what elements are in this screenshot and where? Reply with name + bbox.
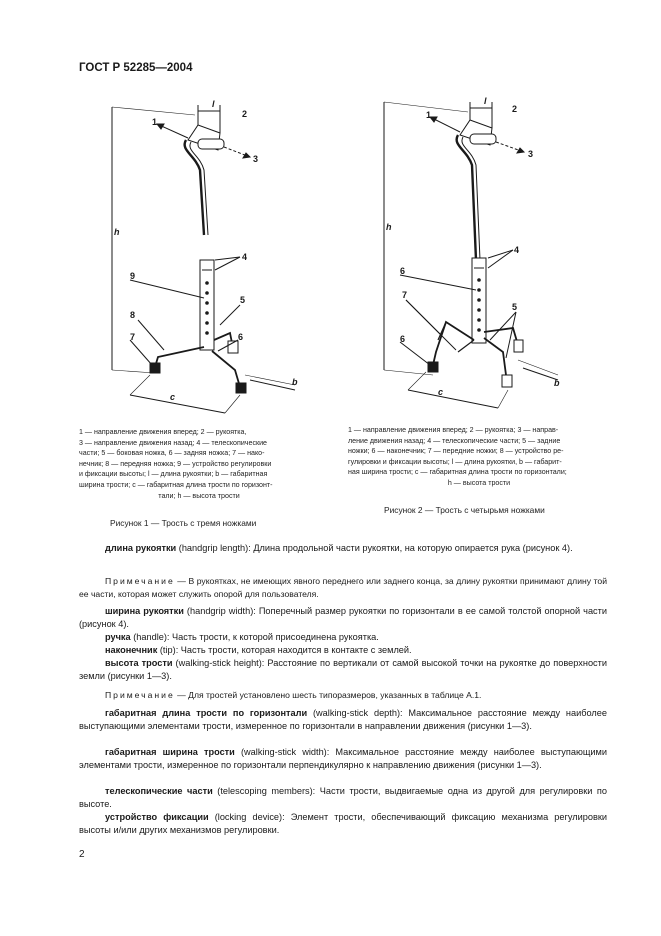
fig2-label-l: l (484, 96, 487, 106)
fig1-label-2: 2 (242, 109, 248, 119)
figure-2-caption: Рисунок 2 — Трость с четырьмя ножками (384, 505, 545, 515)
fig2-label-h: h (386, 222, 392, 232)
fig2-label-1: 1 (426, 110, 432, 120)
definition-stick-width: габаритная ширина трости (walking-stick width): Максимальное расстояние между наиболее выступающими элементами трости, измеренное по горизонтали перпендикулярно к направлению движения (рисунки 1—3). (79, 747, 607, 771)
fig2-label-6: 6 (400, 266, 406, 276)
figure-2-legend: 1 — направление движения вперед; 2 — рукоятка; 3 — направ- ление движения назад; 4 — телескопические части; 5 — задние ножки; 6 — наконечник; 7 — передние ножки; 8 — устройство ре- гулировки и фиксации высоты; l — длина рукоятки, b — габарит- ная ширина трости; c — габаритная длина трости по горизонтали; h — высота трости (348, 426, 567, 487)
document-header: ГОСТ Р 52285—2004 (79, 62, 193, 74)
definition-locking-device: устройство фиксации (locking device): Элемент трости, обеспечивающий фиксацию механизма регулировки высоты и/или других механизмов регулировки. (79, 812, 607, 836)
page-number: 2 (79, 849, 85, 860)
definition-telescoping-members: телескопические части (telescoping members): Части трости, выдвигаемые одна из другой для регулировки по высоте. (79, 786, 607, 810)
fig2-label-3: 3 (528, 149, 534, 159)
fig1-label-c: c (170, 392, 176, 402)
definition-handgrip-length: длина рукоятки (handgrip length): Длина продольной части рукоятки, на которую опирается рука (рисунок 4). (105, 543, 573, 553)
fig1-label-1: 1 (152, 117, 158, 127)
fig2-label-b: b (554, 378, 560, 388)
figure-1-drawing (100, 95, 330, 415)
note-2: Примечание — Для тростей установлено шесть типоразмеров, указанных в таблице А.1. (105, 690, 482, 700)
fig2-label-c: c (438, 387, 444, 397)
definition-handle: ручка (handle): Часть трости, к которой присоединена рукоятка. (105, 632, 379, 642)
fig2-label-7: 7 (402, 290, 408, 300)
definition-stick-depth: габаритная длина трости по горизонтали (walking-stick depth): Максимальное расстояние между наиболее выступающими элементами трости, измеренное по горизонтали в направлении движения (рисунки 1—3). (79, 708, 607, 732)
fig1-label-7: 7 (130, 332, 136, 342)
fig2-label-6b: 6 (400, 334, 406, 344)
fig2-label-4: 4 (514, 245, 520, 255)
fig1-label-l: l (212, 99, 215, 109)
note-1: Примечание — В рукоятках, не имеющих явного переднего или заднего конца, за длину рукоятки принимают длину той ее части, которая может служить опорой для пользователя. (79, 576, 607, 599)
definition-tip: наконечник (tip): Часть трости, которая находится в контакте с землей. (105, 645, 412, 655)
fig1-label-8: 8 (130, 310, 136, 320)
figure-2-drawing (378, 90, 598, 420)
fig2-label-5: 5 (512, 302, 518, 312)
fig2-label-2: 2 (512, 104, 518, 114)
figure-1-legend: 1 — направление движения вперед; 2 — рукоятка, 3 — направление движения назад; 4 — телескопические части; 5 — боковая ножка, 6 — задняя ножка; 7 — нако- нечник; 8 — передняя ножка; 9 — устройство регулировки и фиксации высоты; l — длина рукоятки; b — габаритная ширина трости; c — габаритная длина трости по горизонт- тали; h — высота трости (79, 428, 273, 500)
fig1-label-b: b (292, 377, 298, 387)
fig1-label-4: 4 (242, 252, 248, 262)
fig1-label-3: 3 (253, 154, 259, 164)
fig1-label-6: 6 (238, 332, 244, 342)
definition-stick-height: высота трости (walking-stick height): Расстояние по вертикали от самой высокой точки на рукоятке до поверхности земли (рисунки 1—3). (79, 658, 607, 682)
figure-1-caption: Рисунок 1 — Трость с тремя ножками (110, 518, 257, 528)
fig1-label-h: h (114, 227, 120, 237)
definition-handgrip-width: ширина рукоятки (handgrip width): Поперечный размер рукоятки по горизонтали в ее самой толстой опорной части (рисунок 4). (79, 606, 607, 630)
fig1-label-9: 9 (130, 271, 136, 281)
fig1-label-5: 5 (240, 295, 246, 305)
